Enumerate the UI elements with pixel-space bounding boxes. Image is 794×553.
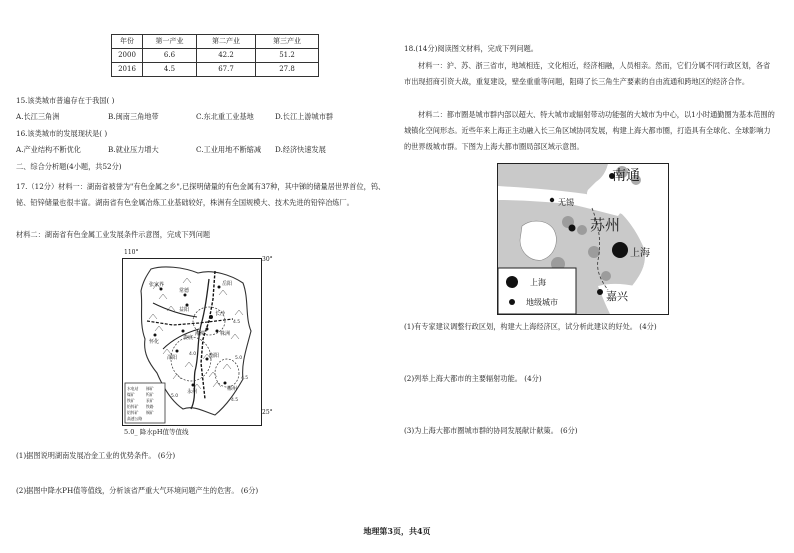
q18-sub2: (2)列举上海大都市的主要辐射功能。 (4分): [404, 374, 542, 383]
q15-option-c: C.东北重工业基地: [196, 112, 254, 121]
city-label-nantong: 南通: [612, 168, 640, 184]
left-column: [16, 34, 391, 77]
q15-option-b: B.闽南三角地带: [108, 112, 159, 121]
city-dot-jiaxing: [597, 289, 603, 295]
legend-item: 高速公路: [127, 416, 143, 421]
q16-option-b: B.就业压力增大: [108, 145, 159, 154]
q18-sub3: (3)为上海大都市圈城市群的协同发展献计献策。 (6分): [404, 426, 578, 435]
taihu-lake: [520, 221, 556, 260]
q18-material2: 材料二：都市圈是城市群内部以超大、特大城市或辐射带动功能强的大城市为中心，以1小时通勤圈为基本范围的城镇化空间形态。近些年来上海正主动融入长三角区域协同发展，构建上海大都市圈，打造具有全球化、全球影响力的世界级城市群。下图为上海大都市圈局部区域示意图。: [404, 110, 775, 151]
q17-sub2: (2)据图中降水PH值等值线，分析该省严重大气环境问题产生的危害。 (6分): [16, 486, 259, 495]
city-label-shanghai: 上海: [630, 248, 650, 259]
ph-value: 4.0: [189, 352, 197, 357]
latitude-top-label: 30°: [262, 256, 273, 263]
city-label: 常德: [179, 288, 190, 294]
city-label: 岳阳: [222, 281, 233, 287]
q15-stem: 15.该类城市普遍存在于我国( ): [16, 96, 115, 105]
table-cell: 2000: [112, 49, 143, 63]
ph-value: 5.0: [171, 394, 179, 399]
legend-small-label: 地级城市: [526, 298, 558, 307]
legend-item: 钨矿: [146, 392, 154, 397]
latitude-bottom-label: 25°: [262, 409, 273, 416]
city-label: 邵阳: [167, 355, 178, 361]
q16-option-d: D.经济快速发展: [275, 145, 326, 154]
table-header-row: [112, 35, 319, 49]
ph-value: 4.5: [241, 376, 249, 381]
table-row: [112, 63, 319, 77]
q17-material2: 材料二：湖南省有色金属工业发展条件示意图，完成下列问题: [16, 230, 211, 239]
table-cell: 6.6: [143, 49, 197, 63]
legend-item: 汞矿: [146, 398, 154, 403]
table-header-cell: 第三产业: [256, 35, 319, 49]
legend-big-label: 上海: [530, 278, 546, 287]
table-cell: 27.8: [256, 63, 319, 77]
map-caption: 5.0_ 降水pH值等值线: [124, 428, 189, 436]
city-label: 衡阳: [209, 353, 220, 359]
table-cell: 2016: [112, 63, 143, 77]
q17-sub1: (1)据图说明湖南发展冶金工业的优势条件。 (6分): [16, 451, 176, 460]
q17-intro: 17.（12分）材料一：湖南省被誉为"有色金属之乡",已探明储量的有色金属有37种，其中锑的储量居世界首位，钨、铋、铅锌储量也很丰富。湖南省有色金属冶炼工业基础较好，株洲有全国规模大、技术先进的铅锌冶炼厂。: [16, 182, 386, 207]
legend-big-dot: [506, 276, 518, 288]
table-header-cell: 第二产业: [197, 35, 256, 49]
legend-item: 铝锌矿: [127, 410, 139, 415]
city-label-suzhou: 苏州: [590, 216, 621, 234]
city-label: 长沙: [215, 311, 226, 317]
shanghai-map-svg: [498, 164, 668, 314]
city-label: 株洲: [220, 331, 231, 337]
q16-option-a: A.产业结构不断优化: [16, 145, 81, 154]
table-cell: 51.2: [256, 49, 319, 63]
city-dot-wuxi: [550, 198, 554, 202]
legend-item: 煤矿: [127, 392, 135, 397]
table-cell: 4.5: [143, 63, 197, 77]
legend-item: 铁路: [146, 404, 154, 409]
hunan-map-svg: [123, 259, 261, 425]
table-row: [112, 49, 319, 63]
city-dot-shanghai: [612, 242, 628, 258]
longitude-label: 110°: [124, 249, 139, 256]
city-label: 郴州: [227, 386, 238, 392]
city-label-jiaxing: 嘉兴: [606, 290, 628, 303]
table-cell: 42.2: [197, 49, 256, 63]
q18-material1: 材料一：沪、苏、浙三省市，地域相连，文化相近，经济相融，人员相亲。然而，它们分属不同行政区划，各省市出现招商引资大战，重复建设，壁垒重重等问题，阻碍了长三角生产要素的自由流通和跨地区的经济合作。: [404, 61, 771, 86]
page-footer: 地理第3页，共4页: [363, 526, 431, 536]
q15-option-d: D.长江上游城市群: [275, 112, 334, 121]
legend-item: 铜矿: [146, 410, 154, 415]
q18-sub1: (1)有专家建议调整行政区划，构建大上海经济区，试分析此建议的好处。 (4分): [404, 322, 657, 331]
yuan-river: [153, 303, 197, 317]
city-label: 怀化: [149, 339, 160, 345]
city-label: 益阳: [179, 307, 190, 313]
city-label-wuxi: 无锡: [558, 198, 574, 207]
table-cell: 67.7: [197, 63, 256, 77]
city-label: 张家界: [149, 282, 165, 288]
q15-option-a: A.长江三角洲: [16, 112, 60, 121]
shanghai-metro-map: [497, 163, 669, 315]
city-label: 湘潭: [195, 331, 206, 337]
ph-value: 4.5: [231, 398, 239, 403]
section-heading: 二、综合分析题(4小题，共52分): [16, 162, 122, 171]
table-header-cell: 年份: [112, 35, 143, 49]
legend-small-dot: [509, 299, 515, 305]
hunan-map: [122, 258, 262, 426]
table-header-cell: 第一产业: [143, 35, 197, 49]
city-labels: [149, 280, 237, 395]
legend-item: 水电站: [127, 386, 139, 391]
legend-item: 铁矿: [127, 398, 135, 403]
q18-stem: 18.(14分)阅读图文材料，完成下列问题。: [404, 44, 538, 53]
legend-item: 铅锌矿: [127, 404, 139, 409]
ph-value: 4.5: [233, 320, 241, 325]
ph-value: 5.0: [235, 356, 243, 361]
q16-option-c: C.工业用地不断缩减: [196, 145, 262, 154]
city-dot-suzhou: [569, 225, 576, 232]
zi-river: [163, 329, 199, 349]
railway-line: [147, 319, 233, 325]
legend-box: [498, 268, 576, 314]
city-label: 永州: [187, 389, 198, 395]
industry-table: [111, 34, 319, 77]
city-label: 娄底: [183, 335, 194, 341]
q16-stem: 16.该类城市的发展现状是( ): [16, 129, 108, 138]
legend-item: 锑矿: [146, 386, 154, 391]
